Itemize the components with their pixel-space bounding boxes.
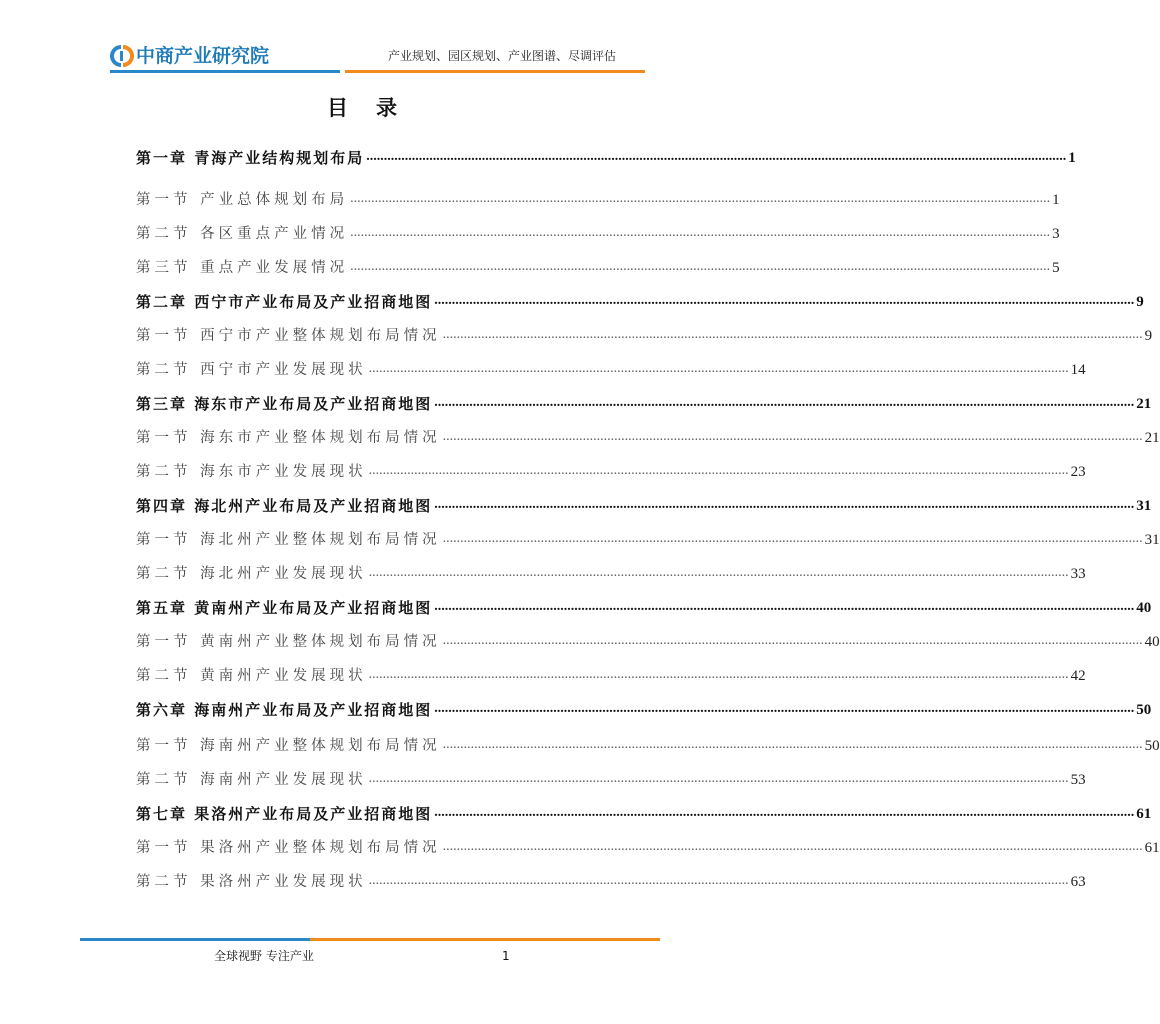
toc-section-row[interactable] xyxy=(136,222,1060,244)
toc-entry-page: 61 xyxy=(1136,806,1152,822)
toc-entry-title: 第二章 西宁市产业布局及产业招商地图 xyxy=(136,293,433,311)
header-tagline: 产业规划、园区规划、产业图谱、尽调评估 xyxy=(387,49,616,63)
toc-chapter-row[interactable] xyxy=(136,494,1152,516)
toc-entry-title: 第二节 海北州产业发展现状 xyxy=(136,566,367,582)
toc-entry-page: 31 xyxy=(1144,532,1160,548)
logo-text: 中商产业研究院 xyxy=(136,45,270,67)
toc-entry-page: 9 xyxy=(1144,328,1153,344)
toc-entry-page: 42 xyxy=(1070,668,1086,684)
toc-entry-page: 61 xyxy=(1144,840,1160,856)
toc-entry-title: 第一章 青海产业结构规划布局 xyxy=(136,149,365,167)
toc-section-row[interactable] xyxy=(136,768,1086,790)
toc-entry-page: 50 xyxy=(1136,702,1152,718)
toc-entry-page: 33 xyxy=(1070,566,1086,582)
toc-leader-dots: ........................................................................................................................................................................................................ xyxy=(434,395,1135,410)
toc-entry-title: 第一节 产业总体规划布局 xyxy=(136,192,349,208)
footer-divider-blue xyxy=(80,938,310,941)
toc-entry-page: 5 xyxy=(1052,260,1060,276)
toc-chapter-row[interactable] xyxy=(136,290,1144,312)
toc-section-row[interactable] xyxy=(136,734,1160,756)
company-logo xyxy=(110,45,269,67)
toc-entry-title: 第一节 海东市产业整体规划布局情况 xyxy=(136,430,441,446)
toc-leader-dots: ........................................................................................................................................................................................................ xyxy=(434,599,1135,614)
toc-section-row[interactable] xyxy=(136,460,1086,482)
toc-entry-title: 第二节 海南州产业发展现状 xyxy=(136,772,367,788)
toc-leader-dots: ........................................................................................................................................................................................................ xyxy=(368,771,1069,786)
toc-entry-title: 第五章 黄南州产业布局及产业招商地图 xyxy=(136,599,433,617)
toc-leader-dots: ........................................................................................................................................................................................................ xyxy=(434,293,1135,308)
toc-chapter-row[interactable] xyxy=(136,698,1152,720)
toc-leader-dots: ........................................................................................................................................................................................................ xyxy=(442,327,1143,342)
toc-entry-page: 50 xyxy=(1144,738,1160,754)
toc-entry-page: 14 xyxy=(1070,362,1086,378)
toc-section-row[interactable] xyxy=(136,562,1086,584)
toc-section-row[interactable] xyxy=(136,324,1153,346)
toc-section-row[interactable] xyxy=(136,358,1086,380)
toc-entry-title: 第四章 海北州产业布局及产业招商地图 xyxy=(136,497,433,515)
toc-entry-page: 9 xyxy=(1136,294,1144,310)
toc-entry-title: 第二节 各区重点产业情况 xyxy=(136,226,349,242)
toc-leader-dots: ........................................................................................................................................................................................................ xyxy=(350,191,1051,206)
toc-leader-dots: ........................................................................................................................................................................................................ xyxy=(350,259,1051,274)
footer-divider-orange xyxy=(310,938,660,941)
toc-entry-title: 第二节 果洛州产业发展现状 xyxy=(136,874,367,890)
toc-section-row[interactable] xyxy=(136,664,1086,686)
toc-leader-dots: ........................................................................................................................................................................................................ xyxy=(442,737,1143,752)
toc-entry-page: 21 xyxy=(1136,396,1152,412)
toc-chapter-row[interactable] xyxy=(136,146,1076,168)
toc-section-row[interactable] xyxy=(136,528,1160,550)
toc-entry-page: 1 xyxy=(1052,192,1060,208)
toc-leader-dots: ........................................................................................................................................................................................................ xyxy=(368,565,1069,580)
header-divider-orange xyxy=(345,70,645,73)
toc-entry-title: 第一节 西宁市产业整体规划布局情况 xyxy=(136,328,441,344)
footer-slogan: 全球视野 专注产业 xyxy=(214,949,314,963)
footer-page-number: 1 xyxy=(502,949,510,963)
toc-entry-title: 第二节 黄南州产业发展现状 xyxy=(136,668,367,684)
toc-leader-dots: ........................................................................................................................................................................................................ xyxy=(368,667,1069,682)
toc-entry-title: 第三章 海东市产业布局及产业招商地图 xyxy=(136,395,433,413)
toc-section-row[interactable] xyxy=(136,426,1160,448)
toc-entry-page: 63 xyxy=(1070,874,1086,890)
toc-section-row[interactable] xyxy=(136,256,1060,278)
toc-leader-dots: ........................................................................................................................................................................................................ xyxy=(434,497,1135,512)
toc-entry-page: 31 xyxy=(1136,498,1152,514)
toc-section-row[interactable] xyxy=(136,630,1160,652)
toc-leader-dots: ........................................................................................................................................................................................................ xyxy=(442,531,1143,546)
toc-title: 目录 xyxy=(327,96,425,120)
toc-entry-page: 53 xyxy=(1070,772,1086,788)
toc-entry-page: 23 xyxy=(1070,464,1086,480)
toc-leader-dots: ........................................................................................................................................................................................................ xyxy=(350,225,1051,240)
toc-entry-title: 第一节 黄南州产业整体规划布局情况 xyxy=(136,634,441,650)
toc-entry-title: 第二节 西宁市产业发展现状 xyxy=(136,362,367,378)
page-header xyxy=(0,0,724,82)
toc-entry-page: 21 xyxy=(1144,430,1160,446)
toc-entry-title: 第一节 果洛州产业整体规划布局情况 xyxy=(136,840,441,856)
toc-entry-page: 1 xyxy=(1068,150,1076,166)
toc-leader-dots: ........................................................................................................................................................................................................ xyxy=(368,361,1069,376)
toc-entry-title: 第七章 果洛州产业布局及产业招商地图 xyxy=(136,805,433,823)
toc-entry-title: 第一节 海北州产业整体规划布局情况 xyxy=(136,532,441,548)
toc-leader-dots: ........................................................................................................................................................................................................ xyxy=(368,463,1069,478)
toc-chapter-row[interactable] xyxy=(136,802,1152,824)
toc-entry-title: 第六章 海南州产业布局及产业招商地图 xyxy=(136,701,433,719)
toc-entry-title: 第一节 海南州产业整体规划布局情况 xyxy=(136,738,441,754)
toc-chapter-row[interactable] xyxy=(136,392,1152,414)
toc-section-row[interactable] xyxy=(136,836,1160,858)
toc-leader-dots: ........................................................................................................................................................................................................ xyxy=(434,701,1135,716)
toc-leader-dots: ........................................................................................................................................................................................................ xyxy=(366,149,1067,164)
toc-entry-page: 3 xyxy=(1052,226,1060,242)
toc-section-row[interactable] xyxy=(136,870,1086,892)
logo-icon xyxy=(110,45,132,67)
toc-leader-dots: ........................................................................................................................................................................................................ xyxy=(442,839,1143,854)
toc-entry-title: 第二节 海东市产业发展现状 xyxy=(136,464,367,480)
toc-leader-dots: ........................................................................................................................................................................................................ xyxy=(442,429,1143,444)
toc-leader-dots: ........................................................................................................................................................................................................ xyxy=(368,873,1069,888)
toc-entry-title: 第三节 重点产业发展情况 xyxy=(136,260,349,276)
toc-leader-dots: ........................................................................................................................................................................................................ xyxy=(434,805,1135,820)
toc-entry-page: 40 xyxy=(1136,600,1152,616)
header-divider-blue xyxy=(110,70,340,73)
toc-leader-dots: ........................................................................................................................................................................................................ xyxy=(442,633,1143,648)
toc-section-row[interactable] xyxy=(136,188,1060,210)
toc-entry-page: 40 xyxy=(1144,634,1160,650)
toc-chapter-row[interactable] xyxy=(136,596,1152,618)
